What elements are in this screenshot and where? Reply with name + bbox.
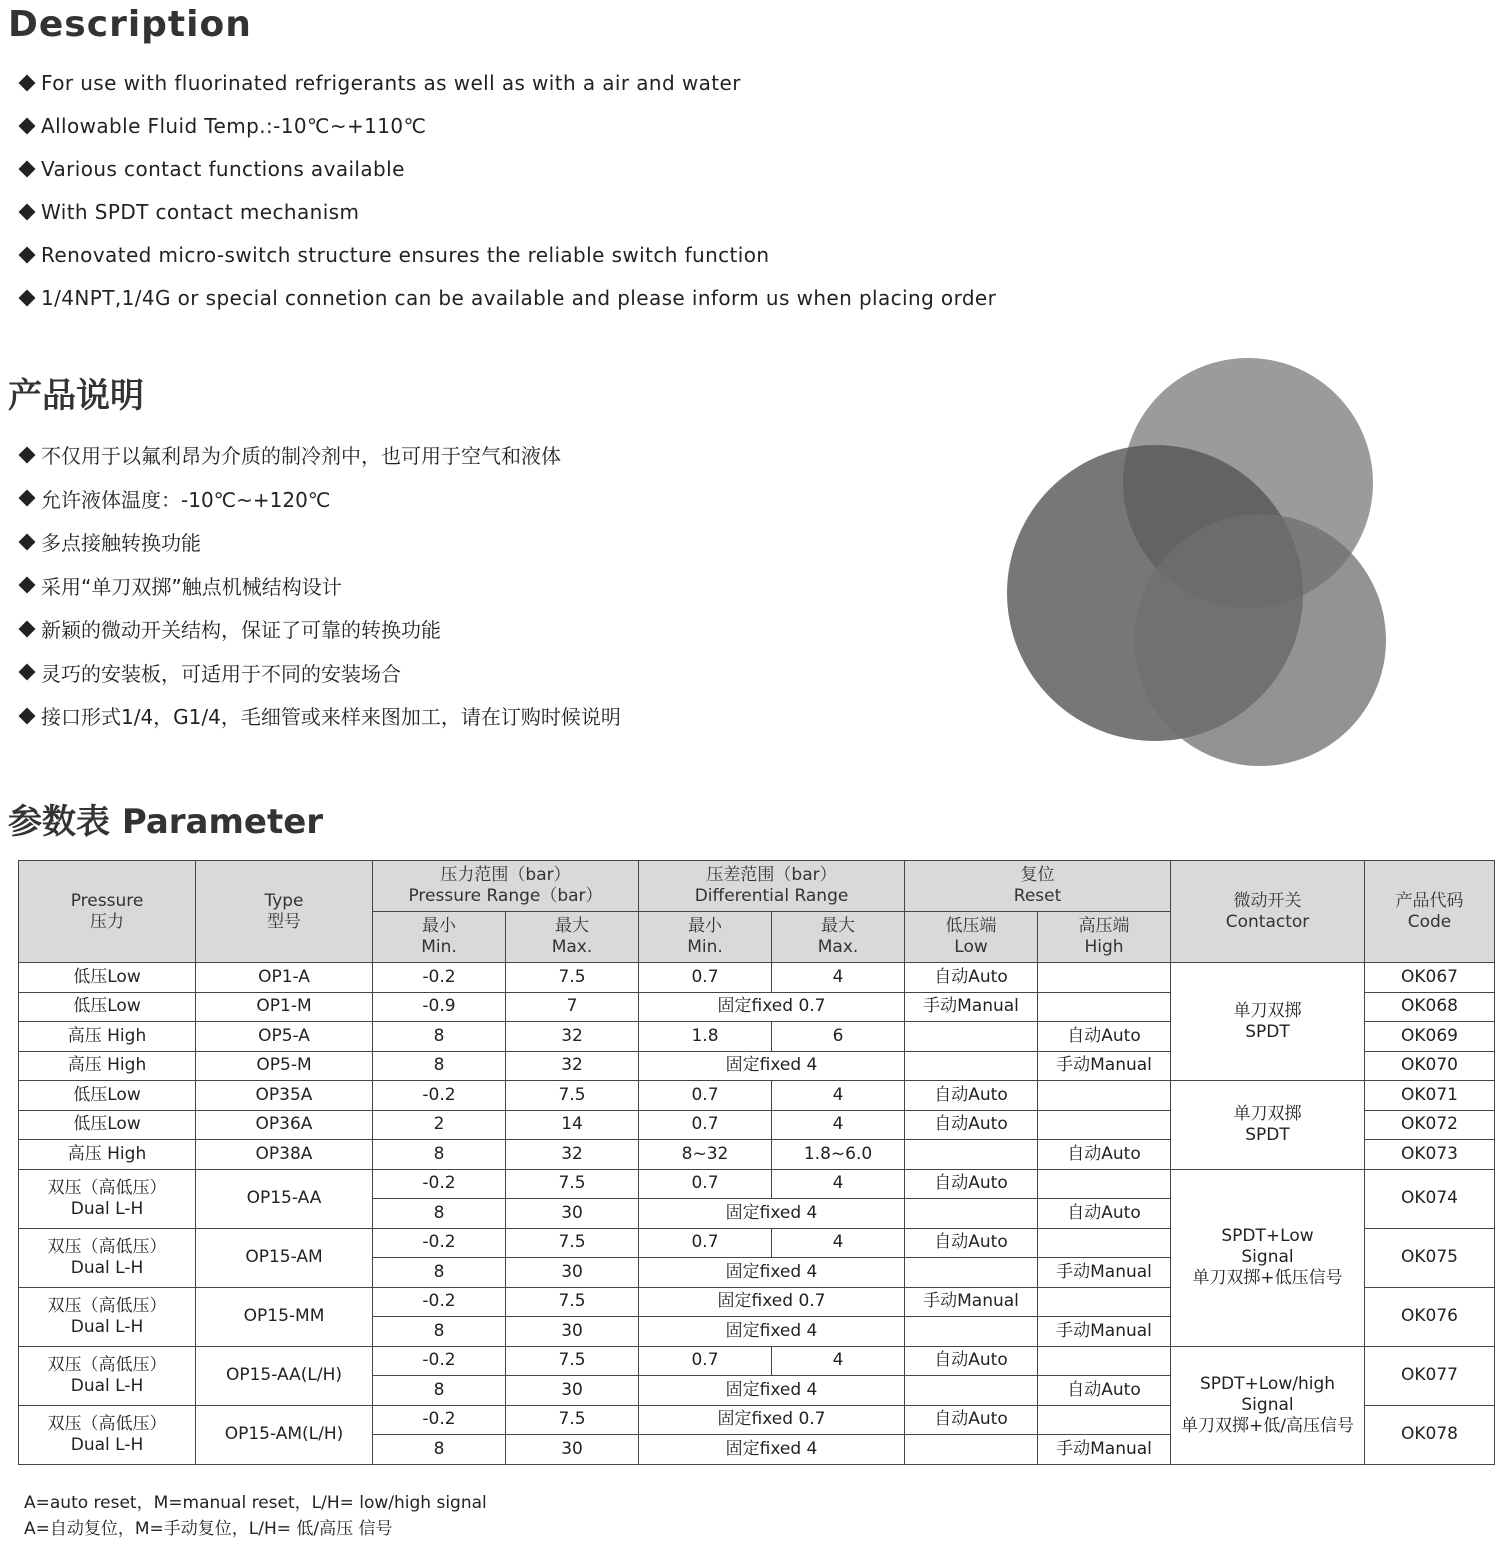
cell-pressure-min: -0.2 [373,1228,506,1258]
cell-diff-fixed: 固定fixed 4 [639,1435,905,1465]
cell-reset-high [1038,1110,1171,1140]
cell-diff-max: 4 [772,963,905,993]
cell-pressure-min: -0.2 [373,1405,506,1435]
product-cn-text: 不仅用于以氟利昂为介质的制冷剂中，也可用于空气和液体 [41,444,561,469]
cell-pressure-max: 7.5 [506,1081,639,1111]
cell-diff-max: 6 [772,1022,905,1052]
cell-type: OP15-AM [196,1228,373,1287]
cell-reset-high: 自动Auto [1038,1022,1171,1052]
cell-pressure: 双压（高低压） Dual L-H [19,1287,196,1346]
cell-pressure-min: -0.2 [373,1287,506,1317]
cell-diff-fixed: 固定fixed 4 [639,1051,905,1081]
cell-type: OP1-A [196,963,373,993]
cell-pressure-max: 32 [506,1051,639,1081]
cell-diff-fixed: 固定fixed 0.7 [639,992,905,1022]
cell-reset-high: 自动Auto [1038,1140,1171,1170]
cell-pressure-min: 8 [373,1435,506,1465]
cell-reset-high [1038,1405,1171,1435]
product-cn-item [18,651,621,695]
cell-reset-low: 自动Auto [905,1228,1038,1258]
cell-code: OK068 [1365,992,1495,1022]
diamond-bullet-icon [19,74,36,91]
cell-diff-min: 0.7 [639,1110,772,1140]
diamond-bullet-icon [19,203,36,220]
header-dr-min: 最小 Min. [639,912,772,963]
cell-reset-high: 手动Manual [1038,1435,1171,1465]
diamond-bullet-icon [19,577,36,594]
cell-pressure-max: 32 [506,1022,639,1052]
cell-reset-low [905,1051,1038,1081]
cell-diff-max: 4 [772,1081,905,1111]
description-text: Allowable Fluid Temp.:-10℃~+110℃ [41,113,427,138]
cell-pressure-min: 8 [373,1317,506,1347]
cell-diff-min: 0.7 [639,963,772,993]
cell-type: OP5-M [196,1051,373,1081]
cell-contactor: 单刀双掷 SPDT [1171,963,1365,1081]
cell-reset-low [905,1376,1038,1406]
cell-pressure-max: 30 [506,1258,639,1288]
cell-pressure-max: 32 [506,1140,639,1170]
cell-reset-low [905,1140,1038,1170]
cell-reset-low: 自动Auto [905,1169,1038,1199]
diamond-bullet-icon [19,533,36,550]
table-row [19,1346,1495,1376]
diamond-bullet-icon [19,446,36,463]
product-cn-text: 新颖的微动开关结构，保证了可靠的转换功能 [41,618,441,643]
cell-reset-high [1038,963,1171,993]
cell-type: OP15-MM [196,1287,373,1346]
description-text: With SPDT contact mechanism [41,199,360,224]
cell-pressure: 低压Low [19,992,196,1022]
cell-type: OP36A [196,1110,373,1140]
product-cn-item [18,477,621,521]
cell-pressure: 低压Low [19,963,196,993]
cell-reset-low [905,1258,1038,1288]
cell-pressure-max: 30 [506,1199,639,1229]
description-heading: Description [8,4,252,45]
header-pr-max: 最大 Max. [506,912,639,963]
overlapping-circles-graphic [1000,350,1400,780]
description-item [18,61,996,104]
cell-pressure-max: 7 [506,992,639,1022]
cell-code: OK074 [1365,1169,1495,1228]
cell-diff-min: 0.7 [639,1346,772,1376]
cell-reset-low: 自动Auto [905,1405,1038,1435]
product-cn-text: 灵巧的安装板，可适用于不同的安装场合 [41,661,401,686]
cell-diff-max: 4 [772,1110,905,1140]
product-cn-text: 多点接触转换功能 [41,531,201,556]
cell-pressure-min: -0.2 [373,963,506,993]
cell-type: OP15-AA(L/H) [196,1346,373,1405]
cell-pressure-min: -0.2 [373,1081,506,1111]
cell-reset-low: 自动Auto [905,963,1038,993]
description-item [18,104,996,147]
cell-type: OP15-AA [196,1169,373,1228]
product-cn-item [18,607,621,651]
cell-type: OP38A [196,1140,373,1170]
cell-pressure-max: 7.5 [506,963,639,993]
header-differential-range: 压差范围（bar） Differential Range [639,861,905,912]
cell-diff-min: 0.7 [639,1228,772,1258]
description-text: Various contact functions available [41,156,405,181]
description-text: For use with fluorinated refrigerants as well as with a air and water [41,70,741,95]
cell-pressure-max: 30 [506,1376,639,1406]
header-pressure-range: 压力范围（bar） Pressure Range（bar） [373,861,639,912]
description-list [18,61,996,319]
cell-type: OP15-AM(L/H) [196,1405,373,1464]
cell-reset-high: 手动Manual [1038,1258,1171,1288]
diamond-bullet-icon [19,664,36,681]
cell-pressure-min: 8 [373,1022,506,1052]
cell-contactor: 单刀双掷 SPDT [1171,1081,1365,1170]
cell-diff-max: 4 [772,1228,905,1258]
cell-reset-low [905,1317,1038,1347]
cell-pressure-min: 8 [373,1199,506,1229]
cell-pressure-min: 8 [373,1258,506,1288]
description-item [18,276,996,319]
description-text: 1/4NPT,1/4G or special connetion can be available and please inform us when placing order [41,285,997,310]
cell-diff-fixed: 固定fixed 0.7 [639,1287,905,1317]
header-contactor: 微动开关 Contactor [1171,861,1365,963]
cell-diff-fixed: 固定fixed 4 [639,1199,905,1229]
product-cn-text: 采用“单刀双掷”触点机械结构设计 [41,574,342,599]
cell-reset-low: 自动Auto [905,1346,1038,1376]
cell-pressure-max: 30 [506,1317,639,1347]
cell-reset-low: 自动Auto [905,1110,1038,1140]
cell-reset-high [1038,1287,1171,1317]
cell-pressure: 双压（高低压） Dual L-H [19,1228,196,1287]
cell-reset-high [1038,1228,1171,1258]
product-cn-item [18,694,621,738]
cell-pressure: 双压（高低压） Dual L-H [19,1169,196,1228]
cell-code: OK073 [1365,1140,1495,1170]
parameter-heading: 参数表 Parameter [8,802,324,842]
cell-pressure-max: 7.5 [506,1169,639,1199]
diamond-bullet-icon [19,246,36,263]
cell-reset-low [905,1199,1038,1229]
cell-diff-fixed: 固定fixed 4 [639,1317,905,1347]
diamond-bullet-icon [19,160,36,177]
cell-diff-fixed: 固定fixed 0.7 [639,1405,905,1435]
cell-reset-high: 手动Manual [1038,1051,1171,1081]
description-text: Renovated micro-switch structure ensures the reliable switch function [41,242,770,267]
cell-code: OK077 [1365,1346,1495,1405]
header-type: Type 型号 [196,861,373,963]
header-reset-low: 低压端 Low [905,912,1038,963]
diamond-bullet-icon [19,289,36,306]
cell-code: OK071 [1365,1081,1495,1111]
cell-type: OP5-A [196,1022,373,1052]
cell-reset-high [1038,1346,1171,1376]
product-cn-item [18,564,621,608]
cell-pressure-max: 7.5 [506,1287,639,1317]
cell-reset-low [905,1435,1038,1465]
cell-pressure: 双压（高低压） Dual L-H [19,1346,196,1405]
cell-code: OK072 [1365,1110,1495,1140]
cell-pressure-min: -0.2 [373,1169,506,1199]
description-item [18,233,996,276]
cell-diff-fixed: 固定fixed 4 [639,1376,905,1406]
cell-pressure-max: 30 [506,1435,639,1465]
cell-diff-fixed: 固定fixed 4 [639,1258,905,1288]
header-dr-max: 最大 Max. [772,912,905,963]
footnote-cn: A=自动复位，M=手动复位，L/H= 低/高压 信号 [24,1519,393,1539]
cell-pressure-max: 7.5 [506,1346,639,1376]
cell-pressure-max: 14 [506,1110,639,1140]
cell-diff-min: 0.7 [639,1081,772,1111]
cell-pressure: 低压Low [19,1110,196,1140]
header-pressure: Pressure 压力 [19,861,196,963]
cell-pressure: 高压 High [19,1022,196,1052]
product-cn-item [18,433,621,477]
product-cn-text: 允许液体温度：-10℃~+120℃ [41,487,331,512]
product-cn-list [18,433,621,738]
diamond-bullet-icon [19,117,36,134]
description-item [18,190,996,233]
header-code: 产品代码 Code [1365,861,1495,963]
cell-pressure-max: 7.5 [506,1228,639,1258]
cell-reset-low [905,1022,1038,1052]
cell-diff-min: 1.8 [639,1022,772,1052]
cell-type: OP35A [196,1081,373,1111]
header-pr-min: 最小 Min. [373,912,506,963]
cell-reset-high: 自动Auto [1038,1376,1171,1406]
cell-code: OK078 [1365,1405,1495,1464]
cell-reset-high [1038,1081,1171,1111]
cell-reset-low: 自动Auto [905,1081,1038,1111]
header-reset-high: 高压端 High [1038,912,1171,963]
cell-pressure-min: -0.9 [373,992,506,1022]
cell-pressure-min: 8 [373,1051,506,1081]
cell-reset-high: 自动Auto [1038,1199,1171,1229]
parameter-table [18,860,1495,1465]
cell-code: OK069 [1365,1022,1495,1052]
cell-pressure: 高压 High [19,1140,196,1170]
product-cn-item [18,520,621,564]
cell-reset-high [1038,1169,1171,1199]
cell-pressure: 低压Low [19,1081,196,1111]
header-reset: 复位 Reset [905,861,1171,912]
product-cn-text: 接口形式1/4，G1/4，毛细管或来样来图加工，请在订购时候说明 [41,705,621,730]
product-cn-heading: 产品说明 [8,376,144,416]
cell-pressure-min: 8 [373,1140,506,1170]
footnotes [24,1490,487,1542]
cell-contactor: SPDT+Low Signal 单刀双掷+低压信号 [1171,1169,1365,1346]
diamond-bullet-icon [19,620,36,637]
cell-code: OK067 [1365,963,1495,993]
cell-pressure: 双压（高低压） Dual L-H [19,1405,196,1464]
cell-reset-low: 手动Manual [905,1287,1038,1317]
diamond-bullet-icon [19,707,36,724]
footnote-en: A=auto reset，M=manual reset，L/H= low/high signal [24,1493,487,1513]
cell-code: OK070 [1365,1051,1495,1081]
cell-reset-high [1038,992,1171,1022]
cell-reset-low: 手动Manual [905,992,1038,1022]
cell-code: OK075 [1365,1228,1495,1287]
cell-pressure-min: 8 [373,1376,506,1406]
cell-diff-max: 1.8~6.0 [772,1140,905,1170]
cell-diff-min: 8~32 [639,1140,772,1170]
cell-reset-high: 手动Manual [1038,1317,1171,1347]
description-item [18,147,996,190]
table-row [19,1169,1495,1199]
cell-pressure: 高压 High [19,1051,196,1081]
cell-type: OP1-M [196,992,373,1022]
cell-pressure-max: 7.5 [506,1405,639,1435]
cell-diff-min: 0.7 [639,1169,772,1199]
cell-diff-max: 4 [772,1346,905,1376]
cell-contactor: SPDT+Low/high Signal 单刀双掷+低/高压信号 [1171,1346,1365,1464]
table-row [19,963,1495,993]
cell-diff-max: 4 [772,1169,905,1199]
diamond-bullet-icon [19,490,36,507]
cell-code: OK076 [1365,1287,1495,1346]
cell-pressure-min: 2 [373,1110,506,1140]
cell-pressure-min: -0.2 [373,1346,506,1376]
table-row [19,1081,1495,1111]
circle-right [1134,514,1386,766]
